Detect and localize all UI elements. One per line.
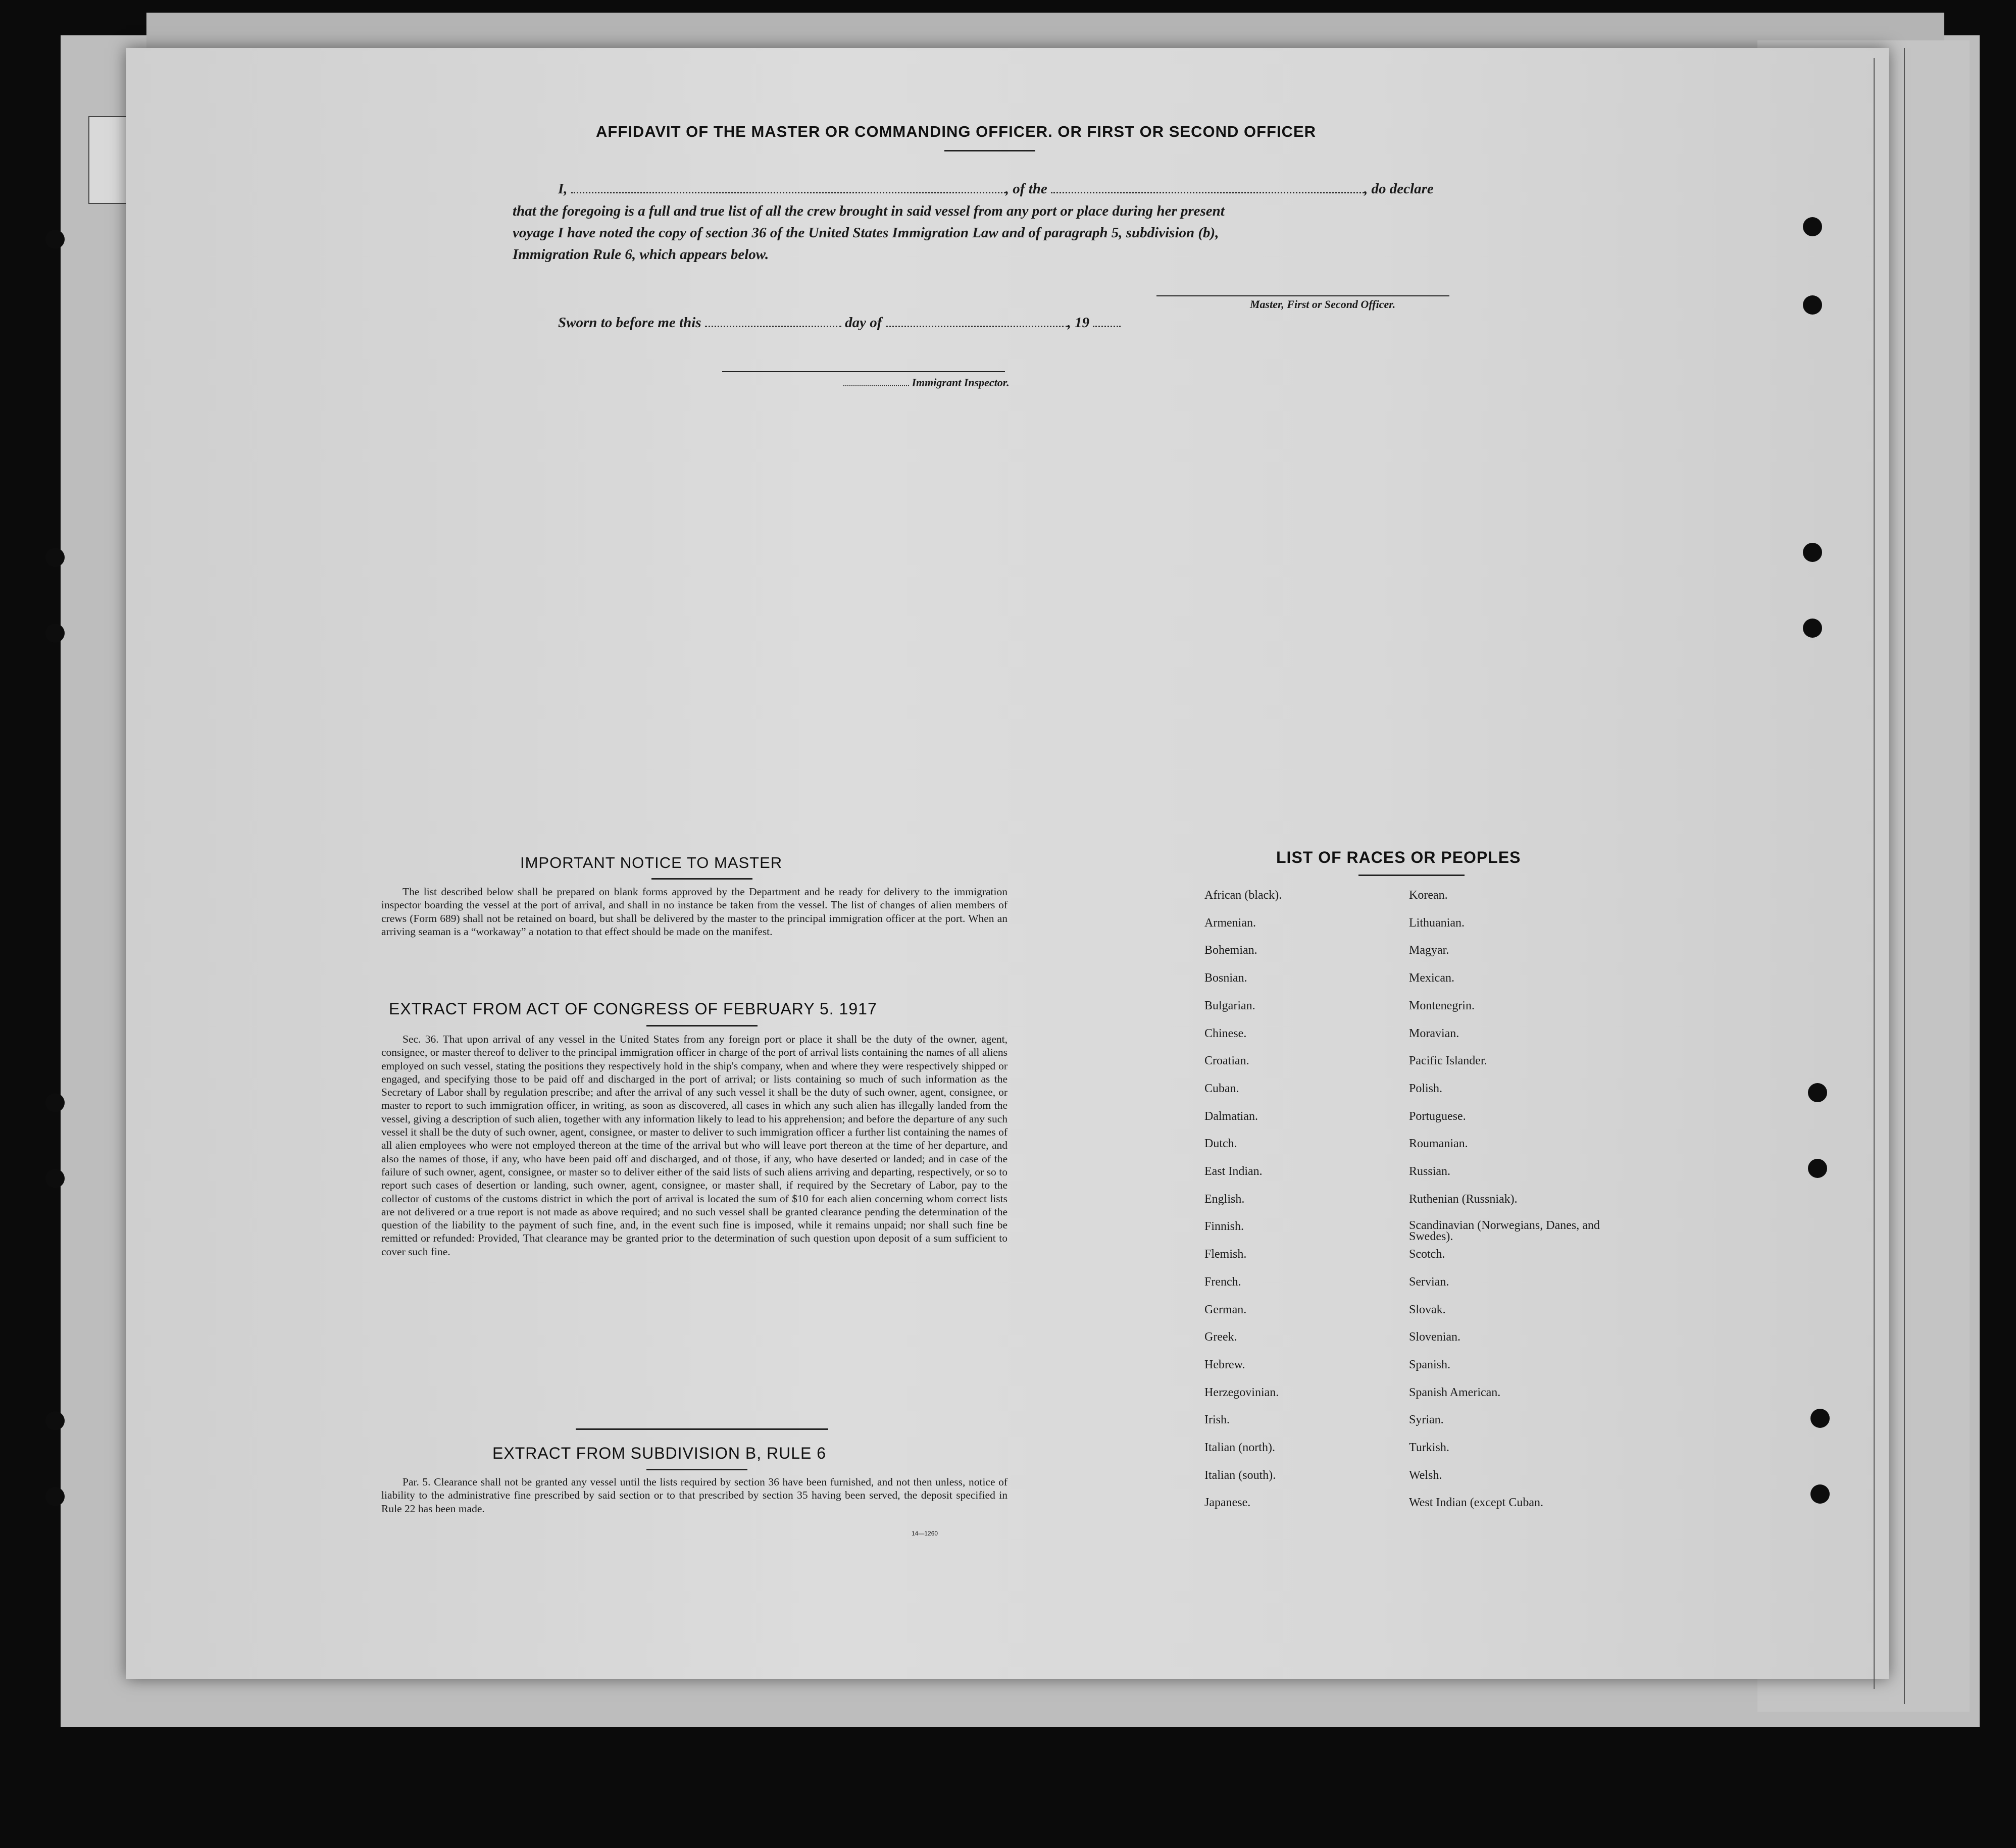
race-item: Armenian. — [1204, 916, 1256, 930]
punch-hole — [45, 624, 65, 643]
race-item: Croatian. — [1204, 1054, 1249, 1068]
race-item: Dalmatian. — [1204, 1109, 1258, 1123]
race-item: African (black). — [1204, 889, 1282, 902]
punch-hole — [45, 1169, 65, 1188]
extract-rule-title: EXTRACT FROM SUBDIVISION B, RULE 6 — [492, 1444, 827, 1462]
punch-hole — [1808, 1159, 1827, 1178]
affidavit-of-the: , of the — [1005, 181, 1047, 197]
sworn-prefix: Sworn to before me this — [558, 315, 701, 331]
race-item: Russian. — [1409, 1165, 1451, 1178]
punch-hole — [1803, 619, 1822, 638]
race-item: Polish. — [1409, 1082, 1443, 1095]
punch-hole — [45, 1487, 65, 1506]
race-item: Italian (north). — [1204, 1441, 1275, 1454]
punch-hole — [45, 1093, 65, 1112]
notice-paragraph: The list described below shall be prepared on blank forms approved by the Department and be ready for delivery to the immigration inspector boarding the vessel at the port of arrival, and shall in no instance be taken from the vessel. The list of changes of alien members of crews (Form 689) shall not be retained on board, but shall be delivered by the master to the principal immigration officer at the port. When an arriving seaman is a “workaway” a notation to that effect should be made on the manifest. — [381, 886, 1007, 938]
month-blank — [886, 326, 1068, 327]
race-item: Italian (south). — [1204, 1468, 1276, 1482]
race-item: Welsh. — [1409, 1468, 1442, 1482]
race-item: West Indian (except Cuban. — [1409, 1496, 1543, 1510]
day-blank — [705, 326, 841, 327]
document-page — [126, 48, 1889, 1679]
extract-act-paragraph: Sec. 36. That upon arrival of any vessel in the United States from any foreign port or place it shall be the duty of the owner, agent, consignee, or master thereof to deliver to the principal immigration officer in charge of the port of arrival lists containing the names of all aliens employed on such vessel, stating the positions they respectively hold in the ship's company, when and where they were respectively shipped or engaged, and specifying those to be paid off and discharged in the port of arrival; or lists containing so much of such information as the Secretary of Labor shall by regulation prescribe; and after the arrival of any such vessel it shall be the duty of such owner, agent, consignee, or master to report to such immigration officer, in writing, as soon as discovered, all cases in which any such alien has illegally landed from the vessel, giving a description of such alien, together with any information likely to lead to his apprehension; and before the departure of any such vessel it shall be the duty of such owner, agent, consignee, or master to deliver to such immigration officer a further list containing the names of all alien employees who were not employed thereon at the time of the arrival but who will leave port thereon at the time of her departure, and also the names of those, if any, who have been paid off and discharged, and of those, if any, who have deserted or landed; and in case of the failure of such owner, agent, consignee, or master so to deliver either of the said lists of such aliens arriving and departing, respectively, or so to report such cases of desertion or landing, such owner, agent, consignee, or master shall, if required by the Secretary of Labor, pay to the collector of customs of the customs district in which the port of arrival is located the sum of $10 for each alien concerning whom correct lists are not delivered or a true report is not made as above required; and no such vessel shall be granted clearance pending the determination of the question of the liability to the payment of such fine, and, in the event such fine is imposed, while it remains unpaid; nor shall such fine be remitted or refunded: Provided, That clearance may be granted prior to the determination of such question upon deposit of a sum sufficient to cover such fine. — [381, 1033, 1007, 1258]
signature-line — [1156, 295, 1449, 296]
race-item: Bulgarian. — [1204, 999, 1255, 1012]
extract-rule-paragraph: Par. 5. Clearance shall not be granted any vessel until the lists required by section 36 have been furnished, and not then unless, notice of liability to the administrative fine prescribed by said section or to that prescribed by section 35 having been served, the deposit specified in Rule 22 has been made. — [381, 1476, 1007, 1515]
punch-hole — [1803, 295, 1822, 315]
race-item: Scandinavian (Norwegians, Danes, and Swedes). — [1409, 1219, 1600, 1244]
affidavit-i: I, — [558, 181, 568, 197]
affidavit-line-4: Immigration Rule 6, which appears below. — [513, 246, 769, 263]
race-item: Irish. — [1204, 1413, 1230, 1427]
extract-rule-rule — [646, 1469, 747, 1470]
race-item: Korean. — [1409, 889, 1448, 902]
race-item: Finnish. — [1204, 1220, 1244, 1234]
race-item: Dutch. — [1204, 1137, 1237, 1151]
race-item: Cuban. — [1204, 1082, 1239, 1095]
year-blank — [1093, 326, 1121, 327]
race-item: Herzegovinian. — [1204, 1385, 1279, 1399]
race-item: Spanish American. — [1409, 1385, 1501, 1399]
race-item: Slovenian. — [1409, 1330, 1460, 1344]
race-item: Spanish. — [1409, 1358, 1451, 1371]
race-item: Hebrew. — [1204, 1358, 1245, 1371]
race-item: Moravian. — [1409, 1026, 1459, 1040]
page-edge-line — [1904, 48, 1905, 1704]
race-item: Bohemian. — [1204, 944, 1257, 957]
inspector-line — [722, 371, 1005, 372]
inspector-caption — [843, 376, 1010, 389]
race-item: French. — [1204, 1275, 1241, 1289]
title-rule — [944, 150, 1035, 151]
punch-hole — [1803, 543, 1822, 562]
race-item: Flemish. — [1204, 1248, 1247, 1261]
race-item: German. — [1204, 1303, 1247, 1316]
affidavit-do-declare: , do declare — [1364, 181, 1434, 197]
inspector-caption-text: Immigrant Inspector. — [912, 376, 1010, 389]
signature-caption: Master, First or Second Officer. — [1250, 298, 1396, 311]
races-rule — [1358, 875, 1465, 876]
punch-hole — [1803, 217, 1822, 236]
name-blank — [571, 192, 1005, 193]
race-item: Montenegrin. — [1409, 999, 1475, 1012]
notice-body — [381, 885, 1007, 938]
race-item: Scotch. — [1409, 1248, 1445, 1261]
form-number: 14—1260 — [912, 1530, 938, 1537]
race-item: Portuguese. — [1409, 1109, 1466, 1123]
punch-hole — [45, 548, 65, 567]
extract-rule-separator — [576, 1428, 828, 1430]
race-item: Ruthenian (Russniak). — [1409, 1192, 1518, 1206]
affidavit-line-1 — [558, 181, 1434, 197]
inspector-dots — [843, 385, 909, 386]
notice-rule — [651, 878, 752, 880]
notice-title: IMPORTANT NOTICE TO MASTER — [520, 854, 783, 871]
race-item: Roumanian. — [1409, 1137, 1468, 1151]
punch-hole — [1810, 1409, 1830, 1428]
race-item: English. — [1204, 1192, 1245, 1206]
extract-act-title: EXTRACT FROM ACT OF CONGRESS OF FEBRUARY 5. 1917 — [389, 1000, 877, 1018]
extract-act-rule — [646, 1025, 758, 1026]
page-edge-line — [1874, 58, 1875, 1689]
race-item: Servian. — [1409, 1275, 1449, 1289]
punch-hole — [45, 1411, 65, 1430]
race-item: Bosnian. — [1204, 971, 1247, 985]
race-item: Mexican. — [1409, 971, 1454, 985]
race-item: Lithuanian. — [1409, 916, 1465, 930]
race-item: Turkish. — [1409, 1441, 1449, 1454]
affidavit-title: AFFIDAVIT OF THE MASTER OR COMMANDING OFFICER. OR FIRST OR SECOND OFFICER — [596, 123, 1317, 140]
race-item: Chinese. — [1204, 1026, 1247, 1040]
sworn-day-of: day of — [845, 315, 882, 331]
extract-rule-body — [381, 1475, 1007, 1515]
race-item: Syrian. — [1409, 1413, 1444, 1427]
sworn-year: , 19 — [1067, 315, 1090, 331]
race-item: East Indian. — [1204, 1165, 1263, 1178]
extract-act-body — [381, 1033, 1007, 1258]
punch-hole — [45, 230, 65, 249]
sworn-line — [558, 315, 1121, 331]
race-item: Magyar. — [1409, 944, 1449, 957]
race-item: Japanese. — [1204, 1496, 1251, 1510]
punch-hole — [1808, 1083, 1827, 1102]
affidavit-line-2: that the foregoing is a full and true list of all the crew brought in said vessel from any port or place during her present — [513, 203, 1225, 219]
races-title: LIST OF RACES OR PEOPLES — [1276, 848, 1521, 866]
race-item: Greek. — [1204, 1330, 1237, 1344]
affidavit-line-3: voyage I have noted the copy of section 36 of the United States Immigration Law and of paragraph 5, subdivision (b), — [513, 225, 1219, 241]
race-item: Slovak. — [1409, 1303, 1446, 1316]
vessel-blank — [1051, 192, 1364, 193]
punch-hole — [1810, 1484, 1830, 1504]
race-item: Pacific Islander. — [1409, 1054, 1487, 1068]
